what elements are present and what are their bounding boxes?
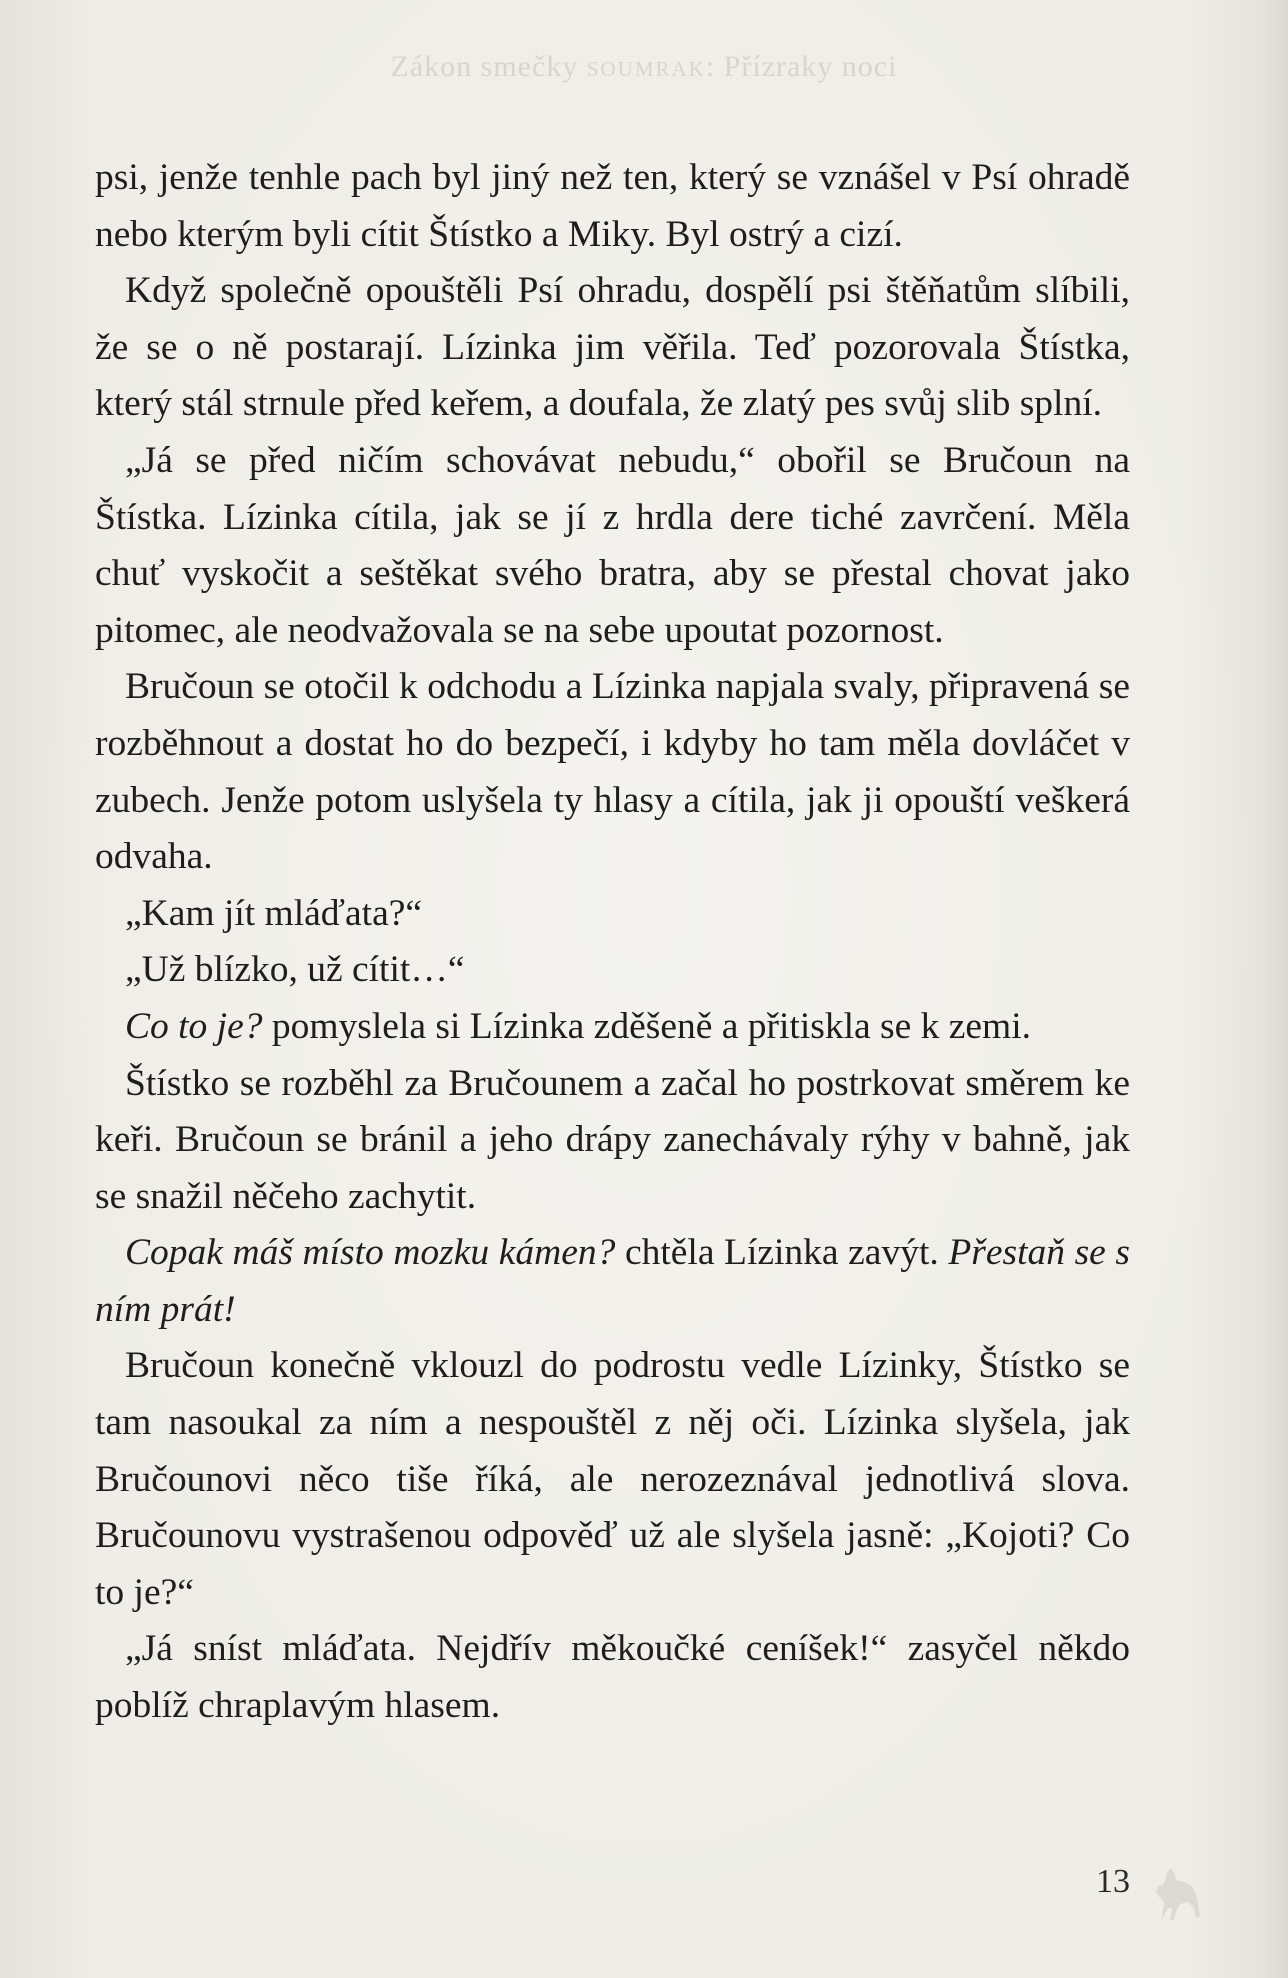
paragraph	[95, 659, 1130, 885]
running-head	[0, 50, 1288, 84]
page-number: 13	[1096, 1863, 1130, 1900]
paragraph	[95, 1225, 1130, 1338]
paragraph	[95, 1338, 1130, 1621]
italic-text: Co to je?	[125, 1005, 263, 1047]
paragraph	[95, 999, 1130, 1056]
running-head-title: : Přízraky noci	[705, 50, 898, 83]
text-run: Když společně opouštěli Psí ohradu, dospělí psi štěňatům slíbili, že se o ně postarají. Lízinka jim věřila. Teď pozorovala Štístka, který stál strnule před keřem, a doufala, že zlatý pes svůj slib splní.	[95, 270, 1130, 425]
paragraph	[95, 886, 1130, 943]
text-run: Štístko se rozběhl za Bručounem a začal ho postrkovat směrem ke keři. Bručoun se bránil a jeho drápy zanechávaly rýhy v bahně, jak se snažil něčeho zachytit.	[95, 1062, 1130, 1217]
paragraph	[95, 1621, 1130, 1734]
paragraph	[95, 433, 1130, 659]
paragraph	[95, 150, 1130, 263]
running-head-subtitle: soumrak	[586, 50, 706, 83]
paragraph	[95, 1056, 1130, 1226]
text-run: chtěla Lízinka zavýt.	[615, 1232, 949, 1274]
text-run: „Už blízko, už cítit…“	[125, 949, 465, 991]
text-run: psi, jenže tenhle pach byl jiný než ten, který se vznášel v Psí ohradě nebo kterým byli cítit Štístko a Miky. Byl ostrý a cizí.	[95, 157, 1130, 255]
italic-text: Copak máš místo mozku kámen?	[125, 1232, 616, 1274]
text-run: Bručoun konečně vklouzl do podrostu vedle Lízinky, Štístko se tam nasoukal za ním a nespouštěl z něj oči. Lízinka slyšela, jak Bručounovi něco tiše říká, ale nerozeznával jednotlivá slova. Bručounovu vystrašenou odpověď už ale slyšela jasně: „Kojoti? Co to je?“	[95, 1345, 1130, 1613]
paragraph	[95, 942, 1130, 999]
text-run: „Já se před ničím schovávat nebudu,“ obořil se Bručoun na Štístka. Lízinka cítila, jak se jí z hrdla dere tiché zavrčení. Měla chuť vyskočit a seštěkat svého bratra, aby se přestal chovat jako pitomec, ale neodvažovala se na sebe upoutat pozornost.	[95, 439, 1130, 651]
dog-silhouette-icon	[1148, 1858, 1208, 1928]
text-run: „Já sníst mláďata. Nejdřív měkoučké ceníšek!“ zasyčel někdo poblíž chraplavým hlasem.	[95, 1628, 1130, 1727]
text-run: „Kam jít mláďata?“	[125, 892, 423, 934]
body-text	[95, 150, 1130, 1735]
page-edge-shadow	[1258, 0, 1288, 1978]
text-run: Bručoun se otočil k odchodu a Lízinka napjala svaly, připravená se rozběhnout a dostat ho do bezpečí, i kdyby ho tam měla dovláčet v zubech. Jenže potom uslyšela ty hlasy a cítila, jak ji opouští veškerá odvaha.	[95, 666, 1130, 878]
running-head-series: Zákon smečky	[390, 50, 579, 83]
italic-text: Přestaň se s ním prát!	[95, 1232, 1130, 1330]
text-run: pomyslela si Lízinka zděšeně a přitiskla se k zemi.	[262, 1005, 1032, 1047]
paragraph	[95, 263, 1130, 433]
